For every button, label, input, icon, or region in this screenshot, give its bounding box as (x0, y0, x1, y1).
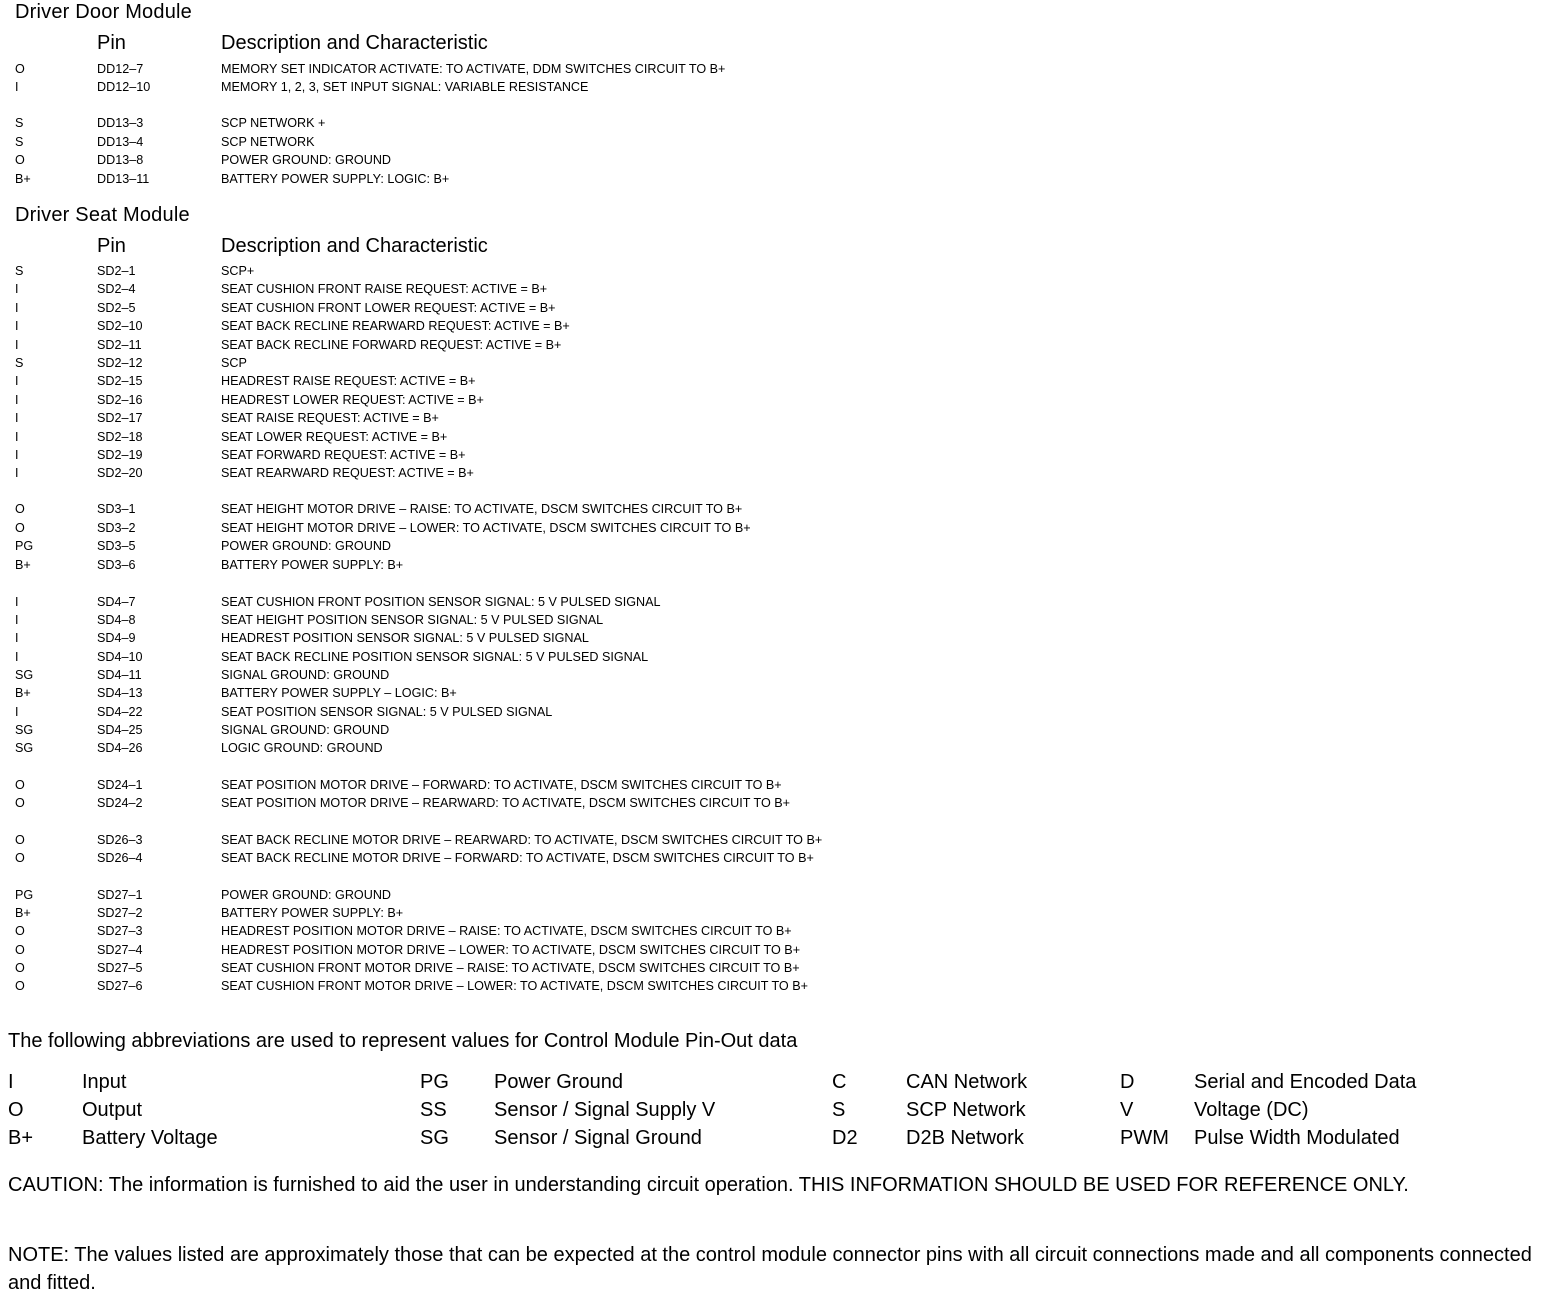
pin-type: B+ (15, 172, 31, 186)
pin-description: POWER GROUND: GROUND (221, 539, 392, 553)
pin-id: SD27–5 (97, 961, 143, 975)
table-row (0, 941, 1000, 959)
pin-description: SEAT REARWARD REQUEST: ACTIVE = B+ (221, 466, 474, 480)
pin-id: SD2–15 (97, 374, 143, 388)
pin-type: I (15, 631, 19, 645)
abbreviation-code: PG (420, 1071, 449, 1093)
pin-description: BATTERY POWER SUPPLY: B+ (221, 558, 404, 572)
pin-type: O (15, 979, 25, 993)
pin-id: SD3–1 (97, 502, 136, 516)
note-text: NOTE: The values listed are approximately those that can be expected at the control module connector pins with all circuit connections made and all components connected and fitted. (8, 1244, 1532, 1294)
table-row (0, 391, 1000, 409)
abbreviation-code: V (1120, 1099, 1134, 1121)
pin-description: MEMORY 1, 2, 3, SET INPUT SIGNAL: VARIABLE RESISTANCE (221, 80, 589, 94)
pin-description: SEAT CUSHION FRONT LOWER REQUEST: ACTIVE = B+ (221, 301, 556, 315)
table-row (0, 556, 1000, 574)
pin-description: SEAT HEIGHT MOTOR DRIVE – RAISE: TO ACTIVATE, DSCM SWITCHES CIRCUIT TO B+ (221, 502, 743, 516)
table-row (0, 959, 1000, 977)
abbreviation-code: B+ (8, 1127, 34, 1149)
pin-type: I (15, 282, 19, 296)
table-row (0, 114, 1000, 132)
pin-description: SIGNAL GROUND: GROUND (221, 723, 390, 737)
pin-description: SEAT POSITION MOTOR DRIVE – REARWARD: TO ACTIVATE, DSCM SWITCHES CIRCUIT TO B+ (221, 796, 791, 810)
pin-id: SD24–1 (97, 778, 143, 792)
abbreviation-meaning: Serial and Encoded Data (1194, 1071, 1417, 1093)
abbreviation-code: D (1120, 1071, 1135, 1093)
pin-type: O (15, 62, 25, 76)
pin-type: PG (15, 888, 34, 902)
pin-type: I (15, 595, 19, 609)
abbreviation-code: PWM (1120, 1127, 1169, 1149)
pin-description: SIGNAL GROUND: GROUND (221, 668, 390, 682)
pin-type: I (15, 613, 19, 627)
pin-description: POWER GROUND: GROUND (221, 888, 392, 902)
pin-description: LOGIC GROUND: GROUND (221, 741, 383, 755)
pin-id: SD4–8 (97, 613, 136, 627)
pin-description: POWER GROUND: GROUND (221, 153, 392, 167)
column-header-pin: Pin (97, 32, 126, 54)
table-row (0, 372, 1000, 390)
pin-id: DD12–7 (97, 62, 144, 76)
pin-type: I (15, 393, 19, 407)
table-row (0, 409, 1000, 427)
pin-id: SD2–19 (97, 448, 143, 462)
pin-type: B+ (15, 686, 31, 700)
column-header-description: Description and Characteristic (221, 235, 488, 257)
pin-description: SEAT POSITION SENSOR SIGNAL: 5 V PULSED SIGNAL (221, 705, 553, 719)
pin-id: SD4–13 (97, 686, 143, 700)
pin-id: SD24–2 (97, 796, 143, 810)
pin-type: I (15, 338, 19, 352)
section-title-driver-seat-module: Driver Seat Module (15, 204, 190, 226)
pin-id: DD12–10 (97, 80, 151, 94)
pin-description: SEAT CUSHION FRONT RAISE REQUEST: ACTIVE = B+ (221, 282, 548, 296)
pin-description: HEADREST POSITION MOTOR DRIVE – LOWER: TO ACTIVATE, DSCM SWITCHES CIRCUIT TO B+ (221, 943, 801, 957)
pin-type: O (15, 943, 25, 957)
table-row (0, 611, 1000, 629)
pin-type: SG (15, 723, 34, 737)
pin-id: SD2–11 (97, 338, 142, 352)
pin-id: SD27–3 (97, 924, 143, 938)
table-row (0, 78, 1000, 96)
pin-id: DD13–4 (97, 135, 144, 149)
column-header-description: Description and Characteristic (221, 32, 488, 54)
pin-type: S (15, 135, 24, 149)
abbreviation-meaning: D2B Network (906, 1127, 1024, 1149)
pin-id: SD3–2 (97, 521, 136, 535)
pin-description: BATTERY POWER SUPPLY: B+ (221, 906, 404, 920)
abbreviation-meaning: Pulse Width Modulated (1194, 1127, 1400, 1149)
abbreviation-meaning: Power Ground (494, 1071, 623, 1093)
pin-description: SEAT BACK RECLINE MOTOR DRIVE – FORWARD: TO ACTIVATE, DSCM SWITCHES CIRCUIT TO B+ (221, 851, 814, 865)
pin-id: SD3–6 (97, 558, 136, 572)
table-row (0, 280, 1000, 298)
table-row (0, 904, 1000, 922)
table-row (0, 831, 1000, 849)
pin-id: SD2–10 (97, 319, 143, 333)
table-row (0, 464, 1000, 482)
pin-id: SD27–4 (97, 943, 143, 957)
abbreviation-code: I (8, 1071, 14, 1093)
pin-id: SD4–7 (97, 595, 136, 609)
pin-description: SCP+ (221, 264, 255, 278)
caution-text: CAUTION: The information is furnished to aid the user in understanding circuit operation. THIS INFORMATION SHOULD BE USED FOR REFERENCE ONLY. (8, 1174, 1409, 1196)
abbreviation-code: O (8, 1099, 24, 1121)
table-row (0, 336, 1000, 354)
pin-description: HEADREST RAISE REQUEST: ACTIVE = B+ (221, 374, 476, 388)
pin-description: SEAT FORWARD REQUEST: ACTIVE = B+ (221, 448, 466, 462)
table-row (0, 721, 1000, 739)
abbreviation-meaning: Sensor / Signal Supply V (494, 1099, 716, 1121)
table-row (0, 537, 1000, 555)
abbreviation-code: S (832, 1099, 846, 1121)
pin-type: I (15, 430, 19, 444)
pin-type: O (15, 153, 25, 167)
pin-description: SCP NETWORK + (221, 116, 326, 130)
table-row (0, 703, 1000, 721)
pin-type: O (15, 833, 25, 847)
pin-id: SD2–4 (97, 282, 136, 296)
pin-description: SEAT BACK RECLINE MOTOR DRIVE – REARWARD: TO ACTIVATE, DSCM SWITCHES CIRCUIT TO B+ (221, 833, 823, 847)
pin-description: MEMORY SET INDICATOR ACTIVATE: TO ACTIVATE, DDM SWITCHES CIRCUIT TO B+ (221, 62, 726, 76)
pin-description: SEAT RAISE REQUEST: ACTIVE = B+ (221, 411, 439, 425)
abbreviation-meaning: Output (82, 1099, 143, 1121)
pin-type: B+ (15, 906, 31, 920)
pin-type: B+ (15, 558, 31, 572)
table-row (0, 794, 1000, 812)
pin-type: SG (15, 741, 34, 755)
pin-id: DD13–8 (97, 153, 144, 167)
table-row (0, 170, 1000, 188)
pin-id: SD3–5 (97, 539, 136, 553)
pin-type: O (15, 796, 25, 810)
pin-type: O (15, 778, 25, 792)
table-row (0, 299, 1000, 317)
pin-id: SD4–10 (97, 650, 143, 664)
pin-type: O (15, 851, 25, 865)
abbreviation-meaning: Voltage (DC) (1194, 1099, 1309, 1121)
table-row (0, 262, 1000, 280)
pin-description: SCP NETWORK (221, 135, 315, 149)
pin-id: SD4–26 (97, 741, 143, 755)
abbreviation-code: SS (420, 1099, 447, 1121)
pin-id: SD27–6 (97, 979, 143, 993)
pin-type: I (15, 301, 19, 315)
pin-type: S (15, 116, 24, 130)
pin-type: I (15, 448, 19, 462)
table-row (0, 977, 1000, 995)
abbreviation-meaning: Battery Voltage (82, 1127, 218, 1149)
pin-id: SD27–2 (97, 906, 143, 920)
pin-description: SCP (221, 356, 247, 370)
abbreviation-code: SG (420, 1127, 449, 1149)
table-row (0, 849, 1000, 867)
abbreviations-intro: The following abbreviations are used to represent values for Control Module Pin-Out data (8, 1030, 798, 1052)
pin-type: I (15, 650, 19, 664)
pin-id: SD4–11 (97, 668, 142, 682)
pin-description: HEADREST LOWER REQUEST: ACTIVE = B+ (221, 393, 484, 407)
pin-id: SD2–17 (97, 411, 143, 425)
pin-type: I (15, 319, 19, 333)
pin-type: I (15, 411, 19, 425)
pin-id: SD4–9 (97, 631, 136, 645)
abbreviation-meaning: Sensor / Signal Ground (494, 1127, 702, 1149)
pin-description: SEAT POSITION MOTOR DRIVE – FORWARD: TO ACTIVATE, DSCM SWITCHES CIRCUIT TO B+ (221, 778, 782, 792)
table-row (0, 886, 1000, 904)
pin-description: SEAT CUSHION FRONT MOTOR DRIVE – RAISE: TO ACTIVATE, DSCM SWITCHES CIRCUIT TO B+ (221, 961, 800, 975)
table-row (0, 133, 1000, 151)
abbreviation-meaning: SCP Network (906, 1099, 1026, 1121)
pin-type: I (15, 466, 19, 480)
pin-id: SD2–16 (97, 393, 143, 407)
table-row (0, 666, 1000, 684)
pin-description: SEAT CUSHION FRONT POSITION SENSOR SIGNAL: 5 V PULSED SIGNAL (221, 595, 661, 609)
table-row (0, 648, 1000, 666)
pin-description: SEAT HEIGHT POSITION SENSOR SIGNAL: 5 V PULSED SIGNAL (221, 613, 604, 627)
pin-description: HEADREST POSITION MOTOR DRIVE – RAISE: TO ACTIVATE, DSCM SWITCHES CIRCUIT TO B+ (221, 924, 792, 938)
pin-description: SEAT BACK RECLINE REARWARD REQUEST: ACTIVE = B+ (221, 319, 570, 333)
table-row (0, 428, 1000, 446)
table-row (0, 922, 1000, 940)
abbreviation-meaning: Input (82, 1071, 127, 1093)
pin-type: O (15, 961, 25, 975)
table-row (0, 684, 1000, 702)
abbreviation-code: D2 (832, 1127, 858, 1149)
pin-description: BATTERY POWER SUPPLY – LOGIC: B+ (221, 686, 457, 700)
table-row (0, 60, 1000, 78)
pin-type: I (15, 374, 19, 388)
pin-description: HEADREST POSITION SENSOR SIGNAL: 5 V PULSED SIGNAL (221, 631, 589, 645)
pin-description: BATTERY POWER SUPPLY: LOGIC: B+ (221, 172, 450, 186)
pin-id: SD2–18 (97, 430, 143, 444)
pin-id: SD4–22 (97, 705, 143, 719)
pin-type: O (15, 924, 25, 938)
pin-id: SD2–5 (97, 301, 136, 315)
pin-id: SD2–1 (97, 264, 136, 278)
pin-type: I (15, 80, 19, 94)
pin-type: O (15, 521, 25, 535)
section-title-driver-door-module: Driver Door Module (15, 1, 192, 23)
pin-type: O (15, 502, 25, 516)
pin-type: S (15, 264, 24, 278)
pin-description: SEAT LOWER REQUEST: ACTIVE = B+ (221, 430, 448, 444)
table-row (0, 500, 1000, 518)
pin-id: SD26–4 (97, 851, 143, 865)
table-row (0, 776, 1000, 794)
pin-description: SEAT CUSHION FRONT MOTOR DRIVE – LOWER: TO ACTIVATE, DSCM SWITCHES CIRCUIT TO B+ (221, 979, 808, 993)
table-row (0, 354, 1000, 372)
table-row (0, 519, 1000, 537)
pin-description: SEAT HEIGHT MOTOR DRIVE – LOWER: TO ACTIVATE, DSCM SWITCHES CIRCUIT TO B+ (221, 521, 751, 535)
table-row (0, 446, 1000, 464)
pin-id: SD2–20 (97, 466, 143, 480)
pin-description: SEAT BACK RECLINE FORWARD REQUEST: ACTIVE = B+ (221, 338, 562, 352)
pin-id: DD13–3 (97, 116, 144, 130)
pin-id: SD4–25 (97, 723, 143, 737)
pin-type: I (15, 705, 19, 719)
abbreviation-code: C (832, 1071, 847, 1093)
table-row (0, 151, 1000, 169)
pin-type: PG (15, 539, 34, 553)
pin-description: SEAT BACK RECLINE POSITION SENSOR SIGNAL: 5 V PULSED SIGNAL (221, 650, 649, 664)
table-row (0, 629, 1000, 647)
pin-id: SD2–12 (97, 356, 143, 370)
pin-type: SG (15, 668, 34, 682)
abbreviation-meaning: CAN Network (906, 1071, 1028, 1093)
pin-type: S (15, 356, 24, 370)
column-header-pin: Pin (97, 235, 126, 257)
table-row (0, 739, 1000, 757)
pin-id: SD27–1 (97, 888, 143, 902)
table-row (0, 593, 1000, 611)
pin-id: SD26–3 (97, 833, 143, 847)
pin-id: DD13–11 (97, 172, 150, 186)
table-row (0, 317, 1000, 335)
